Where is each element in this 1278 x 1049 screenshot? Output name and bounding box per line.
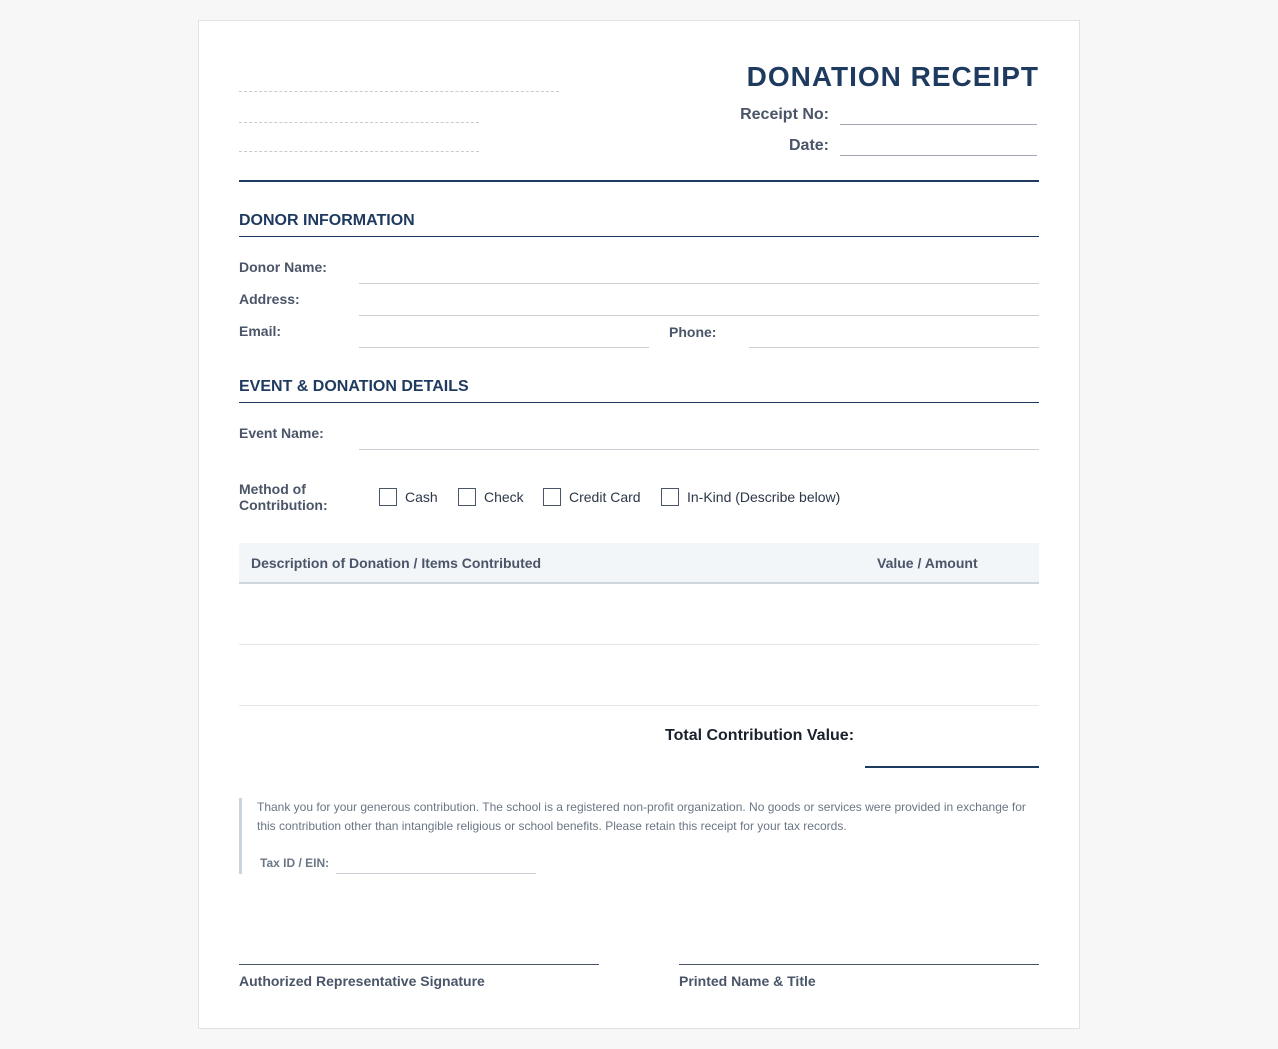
tax-note bbox=[239, 798, 1039, 874]
printed-name-label: Printed Name & Title bbox=[679, 973, 816, 989]
tax-id-field[interactable] bbox=[336, 873, 536, 874]
credit-card-checkbox[interactable] bbox=[543, 488, 561, 506]
cash-checkbox[interactable] bbox=[379, 488, 397, 506]
tax-note-text: Thank you for your generous contribution. The school is a registered non-profit organization. No goods or services were provided in exchange for this contribution other than intangible religious or school benefits. Please retain this receipt for your tax records. bbox=[257, 800, 1026, 833]
phone-label: Phone: bbox=[669, 324, 717, 340]
credit-card-label: Credit Card bbox=[569, 489, 641, 505]
receipt-number-field[interactable] bbox=[840, 124, 1037, 125]
check-label: Check bbox=[484, 489, 524, 505]
header-divider bbox=[239, 180, 1039, 182]
donor-name-field[interactable] bbox=[359, 283, 1039, 284]
description-column-header: Description of Donation / Items Contributed bbox=[251, 555, 542, 571]
date-label: Date: bbox=[788, 137, 829, 154]
printed-name-line[interactable] bbox=[679, 964, 1039, 965]
total-contribution-field[interactable] bbox=[865, 766, 1039, 768]
check-checkbox[interactable] bbox=[458, 488, 476, 506]
value-column-header: Value / Amount bbox=[877, 555, 978, 571]
org-address-line[interactable] bbox=[239, 122, 479, 123]
method-label-line2: Contribution: bbox=[239, 497, 328, 513]
receipt-number-label: Receipt No: bbox=[740, 106, 829, 123]
donation-table-header bbox=[239, 543, 1039, 584]
address-field[interactable] bbox=[359, 315, 1039, 316]
method-label bbox=[239, 481, 328, 513]
table-row[interactable] bbox=[239, 645, 1039, 706]
org-contact-line[interactable] bbox=[239, 151, 479, 152]
cash-label: Cash bbox=[405, 489, 438, 505]
in-kind-label: In-Kind (Describe below) bbox=[687, 489, 841, 505]
tax-id-label: Tax ID / EIN: bbox=[260, 856, 330, 870]
address-label: Address: bbox=[239, 291, 300, 307]
email-label: Email: bbox=[239, 323, 282, 339]
signature-label: Authorized Representative Signature bbox=[239, 973, 485, 989]
method-label-line1: Method of bbox=[239, 481, 306, 497]
org-name-line[interactable] bbox=[239, 91, 559, 92]
date-field[interactable] bbox=[840, 155, 1037, 156]
donor-name-label: Donor Name: bbox=[239, 259, 327, 275]
total-contribution-label: Total Contribution Value: bbox=[665, 727, 855, 744]
phone-field[interactable] bbox=[749, 347, 1039, 348]
email-field[interactable] bbox=[359, 347, 649, 348]
document-title: DONATION RECEIPT bbox=[746, 61, 1039, 92]
table-row[interactable] bbox=[239, 584, 1039, 645]
donor-section-title: DONOR INFORMATION bbox=[239, 212, 1039, 237]
in-kind-checkbox[interactable] bbox=[661, 488, 679, 506]
event-section-title: EVENT & DONATION DETAILS bbox=[239, 378, 1039, 403]
signature-line[interactable] bbox=[239, 964, 599, 965]
event-name-label: Event Name: bbox=[239, 425, 324, 441]
event-name-field[interactable] bbox=[359, 449, 1039, 450]
receipt-page bbox=[198, 20, 1080, 1029]
